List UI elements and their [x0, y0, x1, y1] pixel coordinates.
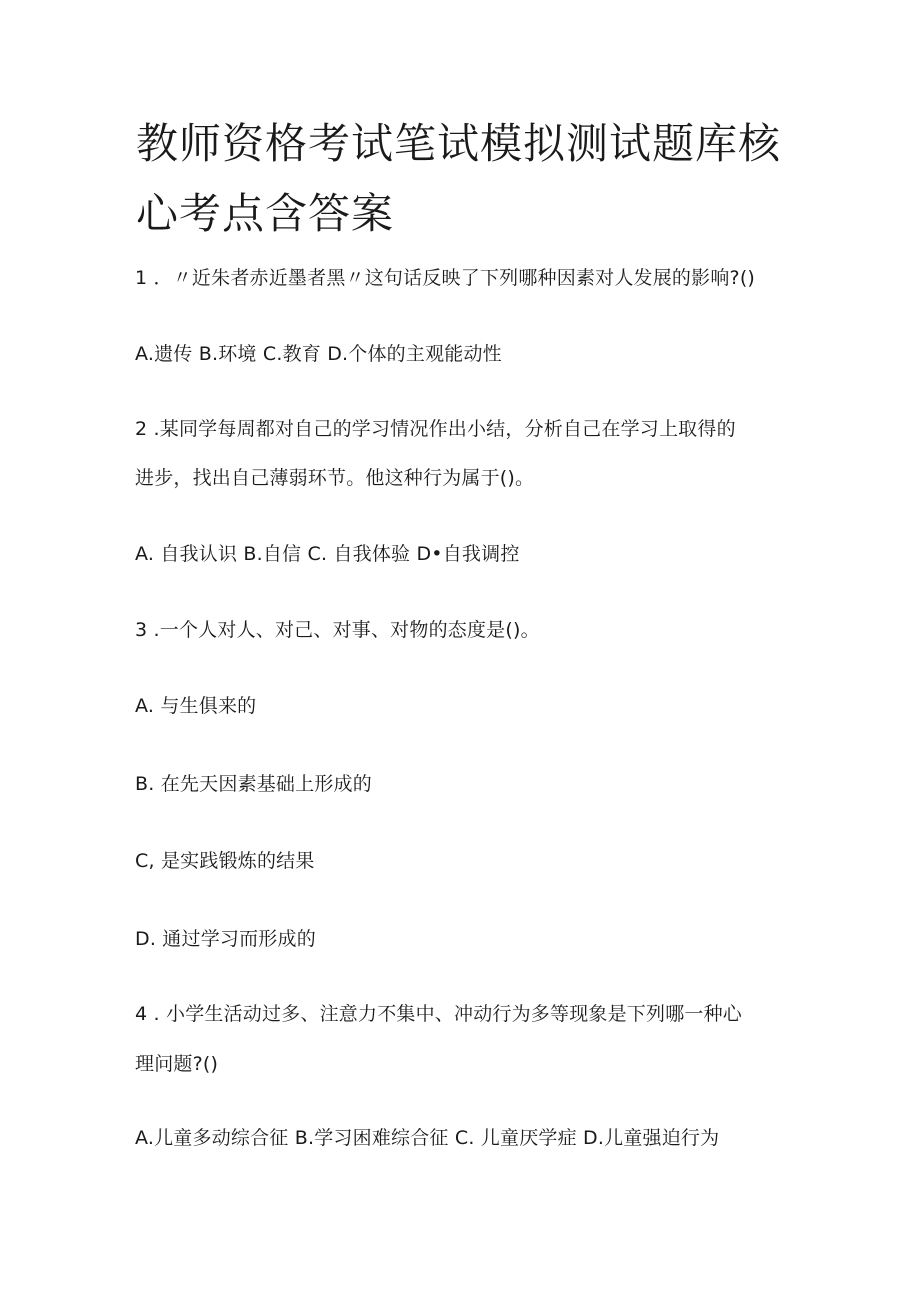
question-2-text-line-1: 2 .某同学每周都对自己的学习情况作出小结，分析自己在学习上取得的: [135, 418, 736, 440]
question-3-option-b: B. 在先天因素基础上形成的: [135, 773, 372, 795]
question-4-text-line-1: 4 . 小学生活动过多、注意力不集中、冲动行为多等现象是下列哪一种心: [135, 1003, 743, 1025]
question-3-option-c: C, 是实践锻炼的结果: [135, 850, 315, 872]
question-4-text-line-2: 理问题?(): [135, 1053, 219, 1075]
question-1-text: 1 ．〃近朱者赤近墨者黑〃这句话反映了下列哪种因素对人发展的影响?(): [135, 267, 756, 289]
question-3-text: 3 .一个人对人、对己、对事、对物的态度是()。: [135, 619, 540, 641]
document-title-line-2: 心考点含答案: [136, 189, 395, 238]
question-2-text-line-2: 进步，找出自己薄弱环节。他这种行为属于()。: [135, 467, 535, 489]
question-3-option-d: D. 通过学习而形成的: [135, 928, 316, 950]
question-4-options: A.儿童多动综合征 B.学习困难综合征 C. 儿童厌学症 D.儿童强迫行为: [135, 1127, 720, 1149]
question-3-option-a: A. 与生俱来的: [135, 695, 257, 717]
question-2-options: A. 自我认识 B.自信 C. 自我体验 D•自我调控: [135, 543, 520, 565]
question-1-options: A.遗传 B.环境 C.教育 D.个体的主观能动性: [135, 343, 502, 365]
document-title-line-1: 教师资格考试笔试模拟测试题库核: [136, 119, 782, 168]
